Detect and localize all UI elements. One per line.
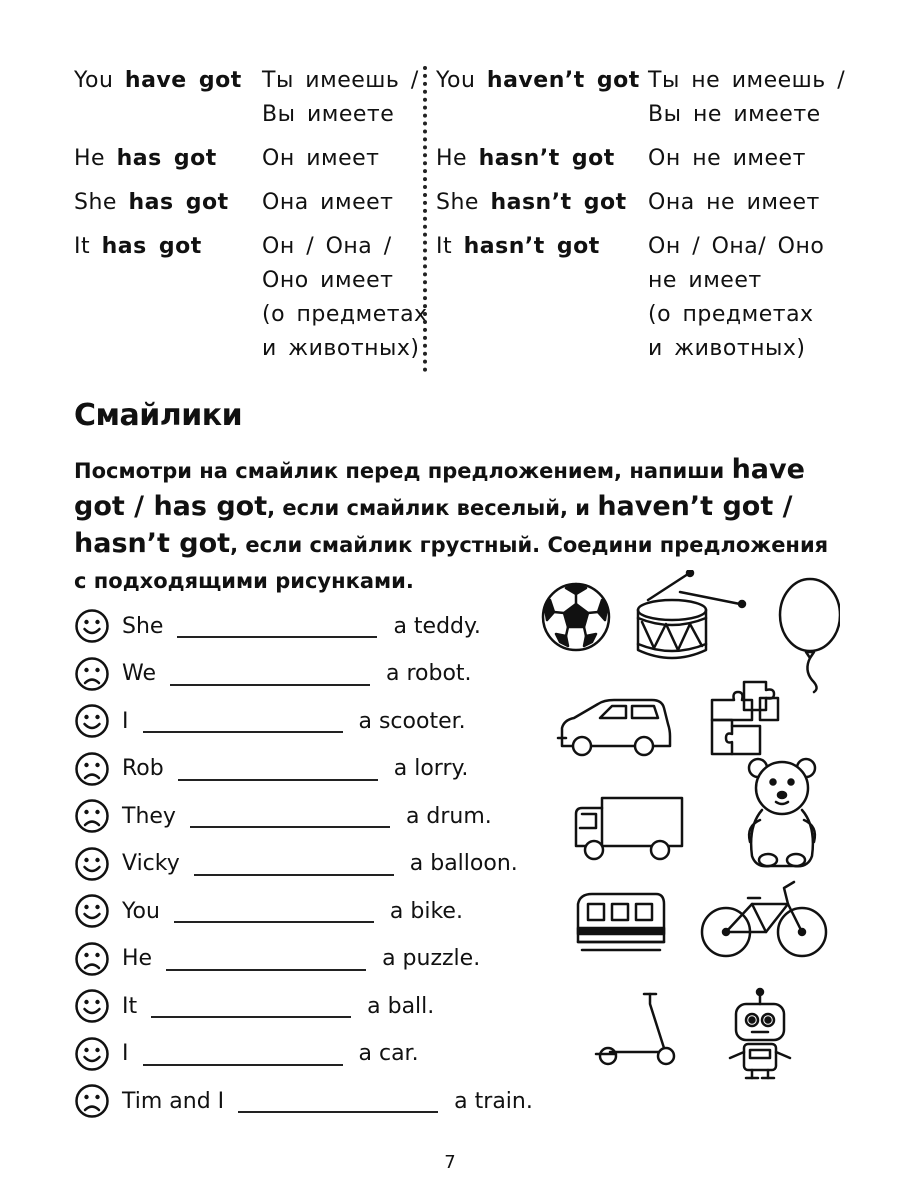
happy-smiley-icon bbox=[74, 988, 110, 1024]
table-left-3-subject: It has got bbox=[74, 234, 202, 259]
sad-smiley-icon bbox=[74, 1083, 110, 1119]
exercise-object: a ball. bbox=[367, 993, 435, 1019]
answer-blank[interactable] bbox=[143, 1042, 343, 1066]
happy-smiley-icon bbox=[74, 703, 110, 739]
exercise-row bbox=[74, 606, 481, 646]
table-right-1-subject: He hasn’t got bbox=[436, 146, 615, 171]
table-right-2-translation: Она не имеет bbox=[648, 190, 820, 215]
puzzle-icon[interactable] bbox=[712, 682, 778, 754]
exercise-object: a robot. bbox=[386, 661, 472, 686]
table-left-0-translation: Ты имеешь / Вы имеете bbox=[262, 68, 419, 127]
sad-smiley-icon bbox=[74, 941, 110, 977]
exercise-subject: I bbox=[122, 1041, 129, 1066]
pictures-panel bbox=[530, 570, 840, 1110]
answer-blank[interactable] bbox=[178, 757, 378, 781]
answer-blank[interactable] bbox=[166, 947, 366, 971]
happy-smiley-icon bbox=[74, 893, 110, 929]
bike-icon[interactable] bbox=[702, 882, 826, 956]
exercise-object: a train. bbox=[454, 1088, 533, 1114]
exercise-object: a car. bbox=[358, 1041, 419, 1066]
table-right-0-subject: You haven’t got bbox=[436, 68, 640, 93]
exercise-subject: We bbox=[122, 661, 156, 686]
answer-blank[interactable] bbox=[143, 709, 343, 733]
teddy-bear-icon[interactable] bbox=[749, 759, 815, 866]
exercise-subject: She bbox=[122, 613, 164, 639]
scooter-icon[interactable] bbox=[596, 994, 674, 1064]
drum-icon[interactable] bbox=[638, 570, 745, 658]
exercise-row bbox=[74, 796, 492, 836]
table-right-3-translation: Он / Она/ Оно не имеет (о предметах и животных) bbox=[648, 234, 825, 361]
exercise-row bbox=[74, 654, 472, 694]
answer-blank[interactable] bbox=[174, 899, 374, 923]
answer-blank[interactable] bbox=[238, 1089, 438, 1113]
exercise-subject: Tim and I bbox=[122, 1088, 225, 1114]
exercise-row bbox=[74, 844, 518, 884]
table-right-1-translation: Он не имеет bbox=[648, 146, 806, 171]
exercise-row bbox=[74, 749, 468, 789]
table-right-0-translation: Ты не имеешь / Вы не имеете bbox=[648, 68, 846, 127]
exercise-object: a lorry. bbox=[393, 756, 469, 781]
happy-smiley-icon bbox=[74, 1036, 110, 1072]
exercise-object: a drum. bbox=[405, 803, 492, 829]
answer-blank[interactable] bbox=[170, 662, 370, 686]
exercise-row bbox=[74, 1034, 419, 1074]
exercise-row bbox=[74, 891, 463, 931]
exercise-object: a balloon. bbox=[409, 851, 518, 876]
instruction-text: Посмотри на смайлик перед предложением, напиши have got / has got, если смайлик веселый, и haven’t got / hasn’t got, если смайлик грустный. Соедини предложения с подходящими рисунками. bbox=[74, 454, 829, 593]
exercise-row bbox=[74, 939, 480, 979]
exercise-subject: Rob bbox=[122, 756, 164, 781]
exercise-object: a scooter. bbox=[358, 708, 466, 734]
exercise-subject: They bbox=[122, 803, 176, 829]
exercise-subject: It bbox=[122, 993, 138, 1019]
train-icon[interactable] bbox=[578, 894, 664, 950]
sad-smiley-icon bbox=[74, 798, 110, 834]
section-title: Смайлики bbox=[74, 398, 243, 433]
page-number: 7 bbox=[444, 1152, 456, 1173]
answer-blank[interactable] bbox=[151, 994, 351, 1018]
answer-blank[interactable] bbox=[194, 852, 394, 876]
exercise-subject: You bbox=[122, 898, 160, 924]
exercise-subject: He bbox=[122, 946, 153, 971]
table-right-2-subject: She hasn’t got bbox=[436, 190, 627, 215]
answer-blank[interactable] bbox=[190, 804, 390, 828]
table-left-2-subject: She has got bbox=[74, 190, 229, 215]
table-left-3-translation: Он / Она / Оно имеет (о предметах и животных) bbox=[262, 234, 428, 361]
sad-smiley-icon bbox=[74, 751, 110, 787]
car-icon[interactable] bbox=[558, 700, 670, 755]
sad-smiley-icon bbox=[74, 656, 110, 692]
table-left-0-subject: You have got bbox=[74, 68, 242, 93]
exercise-subject: I bbox=[122, 708, 129, 734]
exercise-object: a bike. bbox=[389, 898, 463, 924]
balloon-icon[interactable] bbox=[780, 579, 840, 692]
robot-icon[interactable] bbox=[730, 989, 790, 1078]
table-left-1-translation: Он имеет bbox=[262, 146, 380, 171]
ball-icon[interactable] bbox=[543, 584, 609, 650]
lorry-icon[interactable] bbox=[576, 798, 682, 859]
table-right-3-subject: It hasn’t got bbox=[436, 234, 600, 259]
happy-smiley-icon bbox=[74, 608, 110, 644]
answer-blank[interactable] bbox=[177, 614, 377, 638]
exercise-row bbox=[74, 1081, 533, 1121]
exercise-subject: Vicky bbox=[122, 851, 180, 876]
table-left-1-subject: He has got bbox=[74, 146, 217, 171]
table-divider bbox=[423, 66, 427, 372]
happy-smiley-icon bbox=[74, 846, 110, 882]
exercise-row bbox=[74, 701, 466, 741]
table-left-2-translation: Она имеет bbox=[262, 190, 394, 215]
exercise-object: a puzzle. bbox=[382, 946, 481, 971]
exercise-object: a teddy. bbox=[393, 613, 481, 639]
exercise-row bbox=[74, 986, 434, 1026]
